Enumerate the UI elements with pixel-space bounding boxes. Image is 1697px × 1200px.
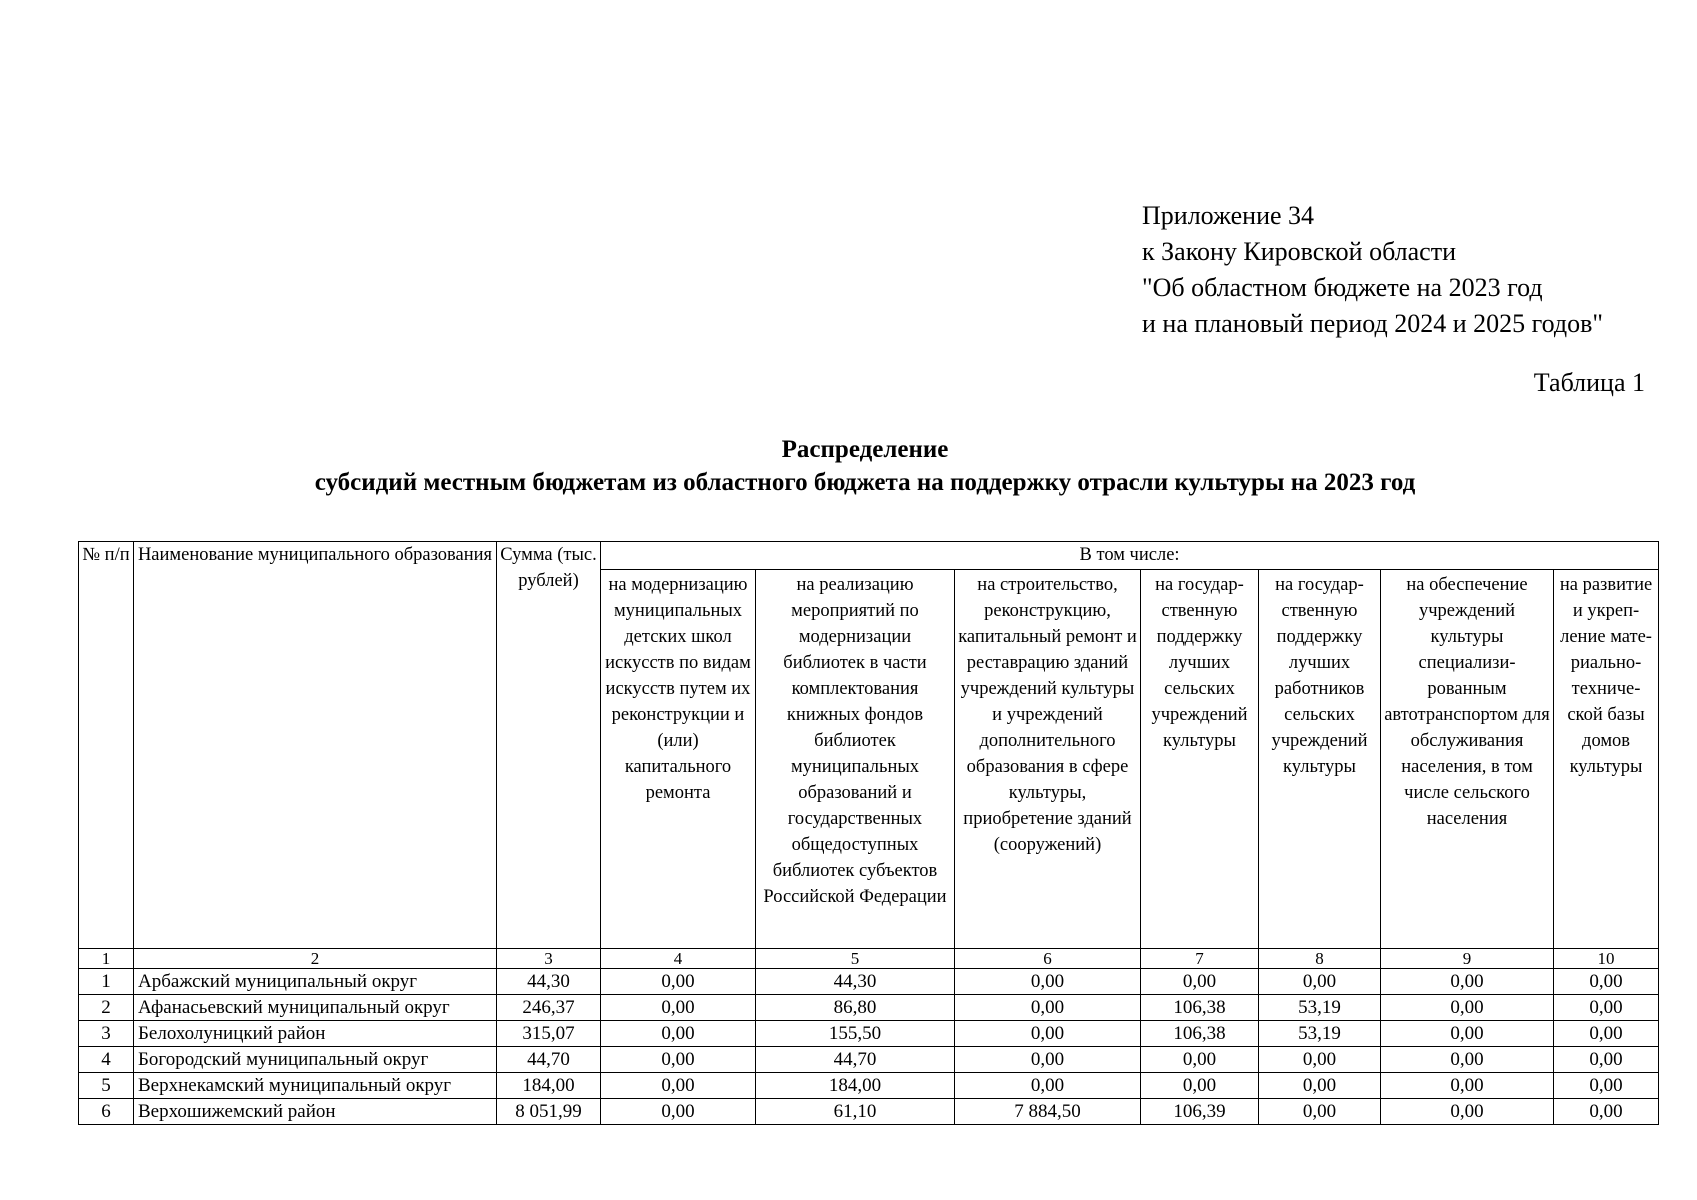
header-sum: Сумма (тыс. рублей) <box>497 542 601 949</box>
value-cell: 0,00 <box>1381 995 1554 1021</box>
sum-cell: 315,07 <box>497 1021 601 1047</box>
value-cell: 0,00 <box>1141 969 1259 995</box>
row-num: 1 <box>79 969 134 995</box>
row-num: 5 <box>79 1073 134 1099</box>
value-cell: 0,00 <box>1259 1047 1381 1073</box>
subsidy-table <box>78 541 1659 1125</box>
column-number: 6 <box>955 949 1141 969</box>
column-number: 1 <box>79 949 134 969</box>
header-c4: на модернизацию муниципальных детских школ искусств по видам искусств путем их реконструкции и (или) капитального ремонта <box>601 570 756 949</box>
table-row <box>79 995 1659 1021</box>
title-line: Распределение <box>781 436 949 463</box>
value-cell: 53,19 <box>1259 1021 1381 1047</box>
column-number: 3 <box>497 949 601 969</box>
value-cell: 184,00 <box>756 1073 955 1099</box>
value-cell: 106,38 <box>1141 995 1259 1021</box>
value-cell: 0,00 <box>1381 1021 1554 1047</box>
value-cell: 0,00 <box>1141 1047 1259 1073</box>
value-cell: 0,00 <box>955 1021 1141 1047</box>
table-row <box>79 1073 1659 1099</box>
table-label: Таблица 1 <box>1533 368 1645 397</box>
value-cell: 53,19 <box>1259 995 1381 1021</box>
municipality-name: Белохолуницкий район <box>134 1021 497 1047</box>
value-cell: 0,00 <box>1259 969 1381 995</box>
header-c9: на обеспечение учреждений культуры специализи-рованным автотранспортом для обслуживания населения, в том числе сельского населения <box>1381 570 1554 949</box>
value-cell: 0,00 <box>1259 1073 1381 1099</box>
value-cell: 0,00 <box>601 995 756 1021</box>
row-num: 3 <box>79 1021 134 1047</box>
value-cell: 0,00 <box>1554 1021 1659 1047</box>
municipality-name: Афанасьевский муниципальный округ <box>134 995 497 1021</box>
appendix-line: "Об областном бюджете на 2023 год <box>1142 273 1543 302</box>
column-number: 10 <box>1554 949 1659 969</box>
column-number: 9 <box>1381 949 1554 969</box>
sum-cell: 246,37 <box>497 995 601 1021</box>
header-c7: на государ-ственную поддержку лучших сельских учреждений культуры <box>1141 570 1259 949</box>
value-cell: 0,00 <box>955 1073 1141 1099</box>
column-number: 7 <box>1141 949 1259 969</box>
header-c8: на государ-ственную поддержку лучших работников сельских учреждений культуры <box>1259 570 1381 949</box>
table-row <box>79 969 1659 995</box>
sum-cell: 44,70 <box>497 1047 601 1073</box>
value-cell: 0,00 <box>1381 969 1554 995</box>
header-c5: на реализацию мероприятий по модернизации библиотек в части комплектования книжных фондов библиотек муниципальных образований и государственных общедоступных библиотек субъектов Российской Федерации <box>756 570 955 949</box>
header-num: № п/п <box>79 542 134 949</box>
value-cell: 0,00 <box>1554 1099 1659 1125</box>
row-num: 6 <box>79 1099 134 1125</box>
value-cell: 0,00 <box>1381 1099 1554 1125</box>
header-c10: на развитие и укреп-ление мате-риально-техниче-ской базы домов культуры <box>1554 570 1659 949</box>
value-cell: 0,00 <box>1141 1073 1259 1099</box>
header-name: Наименование муниципального образования <box>134 542 497 949</box>
appendix-line: Приложение 34 <box>1142 201 1315 230</box>
header-including: В том числе: <box>601 542 1659 570</box>
sum-cell: 184,00 <box>497 1073 601 1099</box>
appendix-block <box>1142 198 1603 342</box>
value-cell: 0,00 <box>601 1073 756 1099</box>
value-cell: 0,00 <box>601 969 756 995</box>
value-cell: 155,50 <box>756 1021 955 1047</box>
municipality-name: Богородский муниципальный округ <box>134 1047 497 1073</box>
column-number: 8 <box>1259 949 1381 969</box>
value-cell: 0,00 <box>1554 1047 1659 1073</box>
value-cell: 0,00 <box>1381 1073 1554 1099</box>
value-cell: 0,00 <box>955 969 1141 995</box>
value-cell: 0,00 <box>1259 1099 1381 1125</box>
value-cell: 44,30 <box>756 969 955 995</box>
value-cell: 106,39 <box>1141 1099 1259 1125</box>
document-title <box>0 433 1697 499</box>
value-cell: 0,00 <box>601 1047 756 1073</box>
column-number: 4 <box>601 949 756 969</box>
value-cell: 0,00 <box>1381 1047 1554 1073</box>
row-num: 2 <box>79 995 134 1021</box>
municipality-name: Арбажский муниципальный округ <box>134 969 497 995</box>
value-cell: 0,00 <box>1554 995 1659 1021</box>
appendix-line: к Закону Кировской области <box>1142 237 1456 266</box>
table-row <box>79 1021 1659 1047</box>
value-cell: 0,00 <box>601 1021 756 1047</box>
value-cell: 0,00 <box>601 1099 756 1125</box>
value-cell: 106,38 <box>1141 1021 1259 1047</box>
column-number: 2 <box>134 949 497 969</box>
value-cell: 86,80 <box>756 995 955 1021</box>
sum-cell: 8 051,99 <box>497 1099 601 1125</box>
appendix-line: и на плановый период 2024 и 2025 годов" <box>1142 309 1604 338</box>
table-row <box>79 1099 1659 1125</box>
value-cell: 0,00 <box>1554 969 1659 995</box>
value-cell: 0,00 <box>1554 1073 1659 1099</box>
row-num: 4 <box>79 1047 134 1073</box>
header-c6: на строительство, реконструкцию, капитальный ремонт и реставрацию зданий учреждений культуры и учреждений дополнительного образования в сфере культуры, приобретение зданий (сооружений) <box>955 570 1141 949</box>
value-cell: 7 884,50 <box>955 1099 1141 1125</box>
column-number-row <box>79 949 1659 969</box>
municipality-name: Верхошижемский район <box>134 1099 497 1125</box>
municipality-name: Верхнекамский муниципальный округ <box>134 1073 497 1099</box>
value-cell: 61,10 <box>756 1099 955 1125</box>
table-row <box>79 1047 1659 1073</box>
value-cell: 0,00 <box>955 1047 1141 1073</box>
title-line: субсидий местным бюджетам из областного бюджета на поддержку отрасли культуры на 2023 год <box>314 469 1416 496</box>
sum-cell: 44,30 <box>497 969 601 995</box>
column-number: 5 <box>756 949 955 969</box>
value-cell: 44,70 <box>756 1047 955 1073</box>
value-cell: 0,00 <box>955 995 1141 1021</box>
